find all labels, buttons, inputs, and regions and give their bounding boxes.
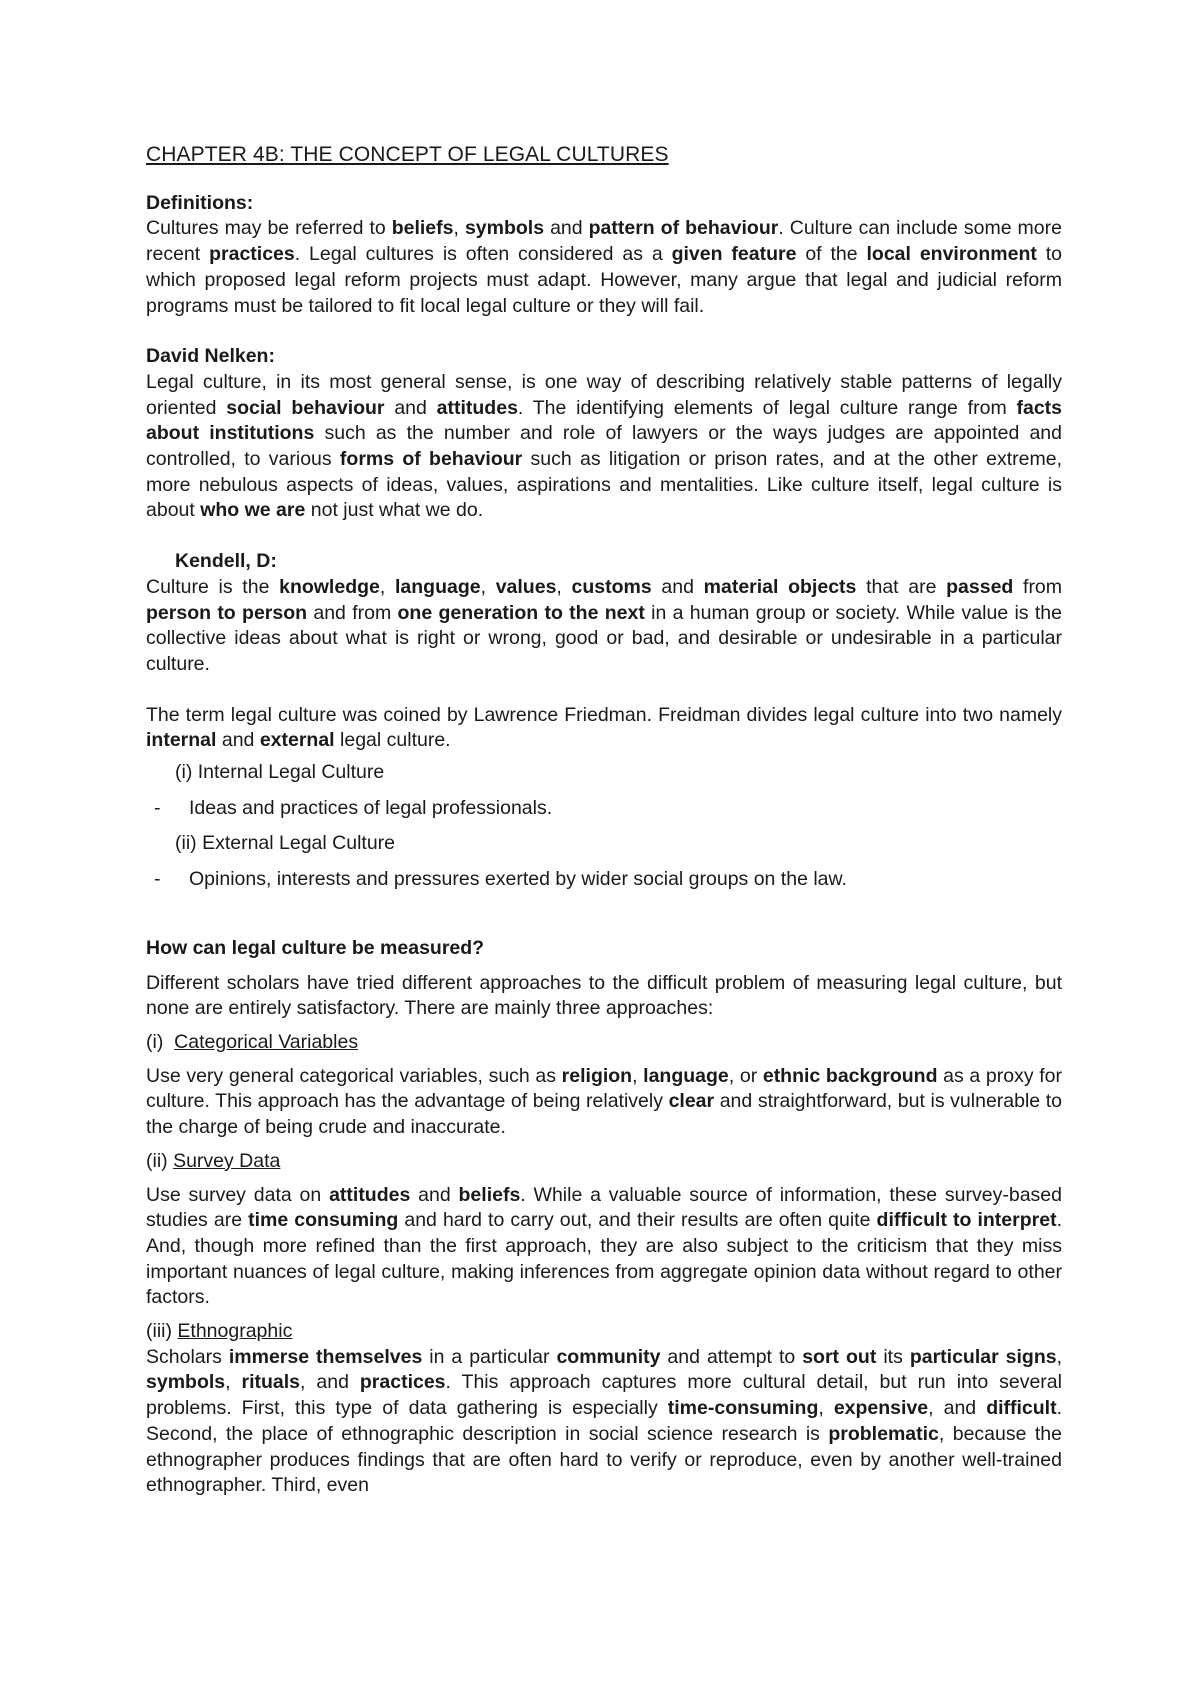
text-run: . While a valuable source of information, these survey-based studies are <box>146 1183 1062 1232</box>
bold-term: external <box>259 729 335 752</box>
text-run: . Second, the place of ethnographic description in social science research is <box>146 1397 1063 1445</box>
bold-term: sort out <box>802 1345 877 1368</box>
kendell-section <box>146 549 1062 678</box>
approach-1-heading <box>146 1030 1062 1056</box>
text-run: such as the number and role of lawyers or the ways judges are appointed and controlled, to various <box>146 422 1062 471</box>
bold-term: forms of behaviour <box>339 448 523 471</box>
list-item <box>146 796 1062 822</box>
bold-term: attitudes <box>436 396 518 419</box>
bold-term: expensive <box>833 1397 929 1420</box>
text-run: not just what we do. <box>305 499 484 522</box>
dash-bullet: - <box>154 796 161 819</box>
bold-term: social behaviour <box>226 396 385 419</box>
bold-term: difficult to interpret <box>876 1209 1057 1232</box>
bold-term: religion <box>561 1064 633 1087</box>
text-run: Use survey data on <box>146 1183 330 1206</box>
text-run: and <box>216 729 260 752</box>
approach-number: (ii) <box>146 1149 168 1172</box>
text-run: , and <box>300 1371 360 1394</box>
bold-term: values <box>495 575 557 598</box>
definitions-heading: Definitions: <box>146 191 254 214</box>
text-run: in a human group or society. While value is the collective ideas about what is right or wrong, good or bad, and desirable or undesirable in a particular culture. <box>146 601 1062 675</box>
bold-term: time consuming <box>248 1209 399 1232</box>
text-run: and <box>410 1183 459 1206</box>
text-run: in a particular <box>422 1345 557 1368</box>
text-run: and hard to carry out, and their results are often quite <box>398 1209 877 1232</box>
bold-term: language <box>643 1064 729 1087</box>
text-run: as a proxy for culture. This approach has the advantage of being relatively <box>146 1064 1062 1113</box>
bold-term: symbols <box>464 217 545 240</box>
bold-term: facts about institutions <box>146 396 1063 445</box>
bold-term: who we are <box>200 499 306 522</box>
bold-term: symbols <box>146 1371 226 1394</box>
text-run: Use very general categorical variables, such as <box>146 1064 562 1087</box>
text-run: , <box>453 217 465 240</box>
text-run: , <box>818 1397 834 1420</box>
measure-section <box>146 936 1062 1499</box>
text-run: , <box>632 1064 644 1087</box>
bold-term: problematic <box>828 1422 939 1445</box>
text-run: . Culture can include some more recent <box>146 217 1062 266</box>
text-run: of the <box>796 243 867 266</box>
kendell-heading: Kendell, D: <box>175 550 277 573</box>
text-run: from <box>1013 575 1063 598</box>
text-run: its <box>876 1345 910 1368</box>
page-title: CHAPTER 4B: THE CONCEPT OF LEGAL CULTURES <box>146 143 669 166</box>
friedman-section <box>146 703 1062 893</box>
bold-term: knowledge <box>279 575 380 598</box>
bold-term: language <box>394 575 481 598</box>
approach-3-heading <box>146 1319 1062 1345</box>
definitions-paragraph <box>146 216 1062 319</box>
text-run: . This approach captures more cultural detail, but run into several problems. First, this type of data gathering is especially <box>146 1371 1062 1420</box>
measure-intro: Different scholars have tried different approaches to the difficult problem of measuring legal culture, but none are entirely satisfactory. There are mainly three approaches: <box>146 971 1062 1020</box>
text-run: , <box>1056 1345 1063 1368</box>
approach-number: (iii) <box>146 1320 172 1343</box>
approach-title: Survey Data <box>173 1149 281 1172</box>
bold-term: community <box>556 1345 661 1368</box>
text-run: , <box>556 575 572 598</box>
bold-term: local environment <box>866 243 1037 266</box>
bold-term: passed <box>946 575 1014 598</box>
text-run: Cultures may be referred to <box>146 217 392 240</box>
text-run: and from <box>307 601 398 624</box>
kendell-paragraph <box>146 575 1062 678</box>
approach-2-heading <box>146 1149 1062 1175</box>
bold-term: particular signs <box>909 1345 1057 1368</box>
text-run: and <box>651 575 704 598</box>
text-run: , or <box>728 1064 763 1087</box>
text-run: , <box>225 1371 242 1394</box>
external-culture-label: (ii) External Legal Culture <box>175 832 396 855</box>
bold-term: beliefs <box>458 1183 521 1206</box>
text-run: Legal culture, in its most general sense, is one way of describing relatively stable patterns of legally oriented <box>146 370 1062 419</box>
text-run: and <box>384 396 437 419</box>
bold-term: one generation to the next <box>397 601 645 624</box>
internal-culture-label: (i) Internal Legal Culture <box>175 761 385 784</box>
measure-heading: How can legal culture be measured? <box>146 936 485 959</box>
bold-term: material objects <box>703 575 857 598</box>
text-run: , <box>379 575 395 598</box>
bold-term: pattern of behaviour <box>588 217 779 240</box>
bold-term: internal <box>146 729 217 752</box>
text-run: , <box>480 575 496 598</box>
list-item <box>146 867 1062 893</box>
friedman-paragraph <box>146 703 1062 754</box>
bold-term: difficult <box>986 1397 1057 1420</box>
bold-term: given feature <box>671 243 797 266</box>
text-run: . The identifying elements of legal culture range from <box>517 396 1017 419</box>
nelken-paragraph <box>146 370 1062 524</box>
bold-term: ethnic background <box>762 1064 938 1087</box>
approach-number: (i) <box>146 1030 164 1053</box>
text-run: , because the ethnographer produces findings that are often hard to verify or reproduce, even by another well-trained ethnographer. Third, even <box>146 1422 1062 1497</box>
bold-term: immerse themselves <box>228 1345 423 1368</box>
approach-2-paragraph <box>146 1183 1062 1312</box>
bold-term: customs <box>571 575 652 598</box>
approach-1-paragraph <box>146 1064 1062 1141</box>
nelken-section <box>146 344 1062 524</box>
text-run: Culture is the <box>146 575 280 598</box>
external-culture-desc: Opinions, interests and pressures exerted by wider social groups on the law. <box>189 868 847 891</box>
bold-term: clear <box>668 1090 715 1113</box>
bold-term: beliefs <box>391 217 454 240</box>
text-run: The term legal culture was coined by Lawrence Friedman. Freidman divides legal culture into two namely <box>146 703 1062 726</box>
text-run: . And, though more refined than the first approach, they are also subject to the criticism that they miss important nuances of legal culture, making inferences from aggregate opinion data without regard to other factors. <box>146 1209 1062 1309</box>
text-run: Scholars <box>146 1345 229 1368</box>
nelken-heading: David Nelken: <box>146 345 275 368</box>
text-run: such as litigation or prison rates, and at the other extreme, more nebulous aspects of ideas, values, aspirations and mentalities. Like culture itself, legal culture is about <box>146 448 1063 522</box>
text-run: . Legal cultures is often considered as a <box>294 243 672 266</box>
document-page <box>146 142 1062 1499</box>
internal-culture-desc: Ideas and practices of legal professionals. <box>189 796 553 819</box>
bold-term: person to person <box>146 601 308 624</box>
approach-title: Ethnographic <box>177 1320 293 1343</box>
text-run: that are <box>856 575 947 598</box>
text-run: legal culture. <box>334 729 451 752</box>
text-run: to which proposed legal reform projects must adapt. However, many argue that legal and judicial reform programs must be tailored to fit local legal culture or they will fail. <box>146 243 1063 317</box>
approach-3-paragraph <box>146 1345 1062 1499</box>
text-run: and <box>544 217 589 240</box>
definitions-section <box>146 191 1062 320</box>
bold-term: rituals <box>241 1371 301 1394</box>
text-run: and straightforward, but is vulnerable to the charge of being crude and inaccurate. <box>146 1090 1062 1139</box>
bold-term: practices <box>359 1371 446 1394</box>
text-run: , and <box>928 1397 987 1420</box>
bold-term: time-consuming <box>667 1397 819 1420</box>
bold-term: attitudes <box>329 1183 411 1206</box>
bold-term: practices <box>209 243 295 266</box>
text-run: and attempt to <box>660 1345 803 1368</box>
dash-bullet: - <box>154 868 161 891</box>
approach-title: Categorical Variables <box>174 1030 359 1053</box>
